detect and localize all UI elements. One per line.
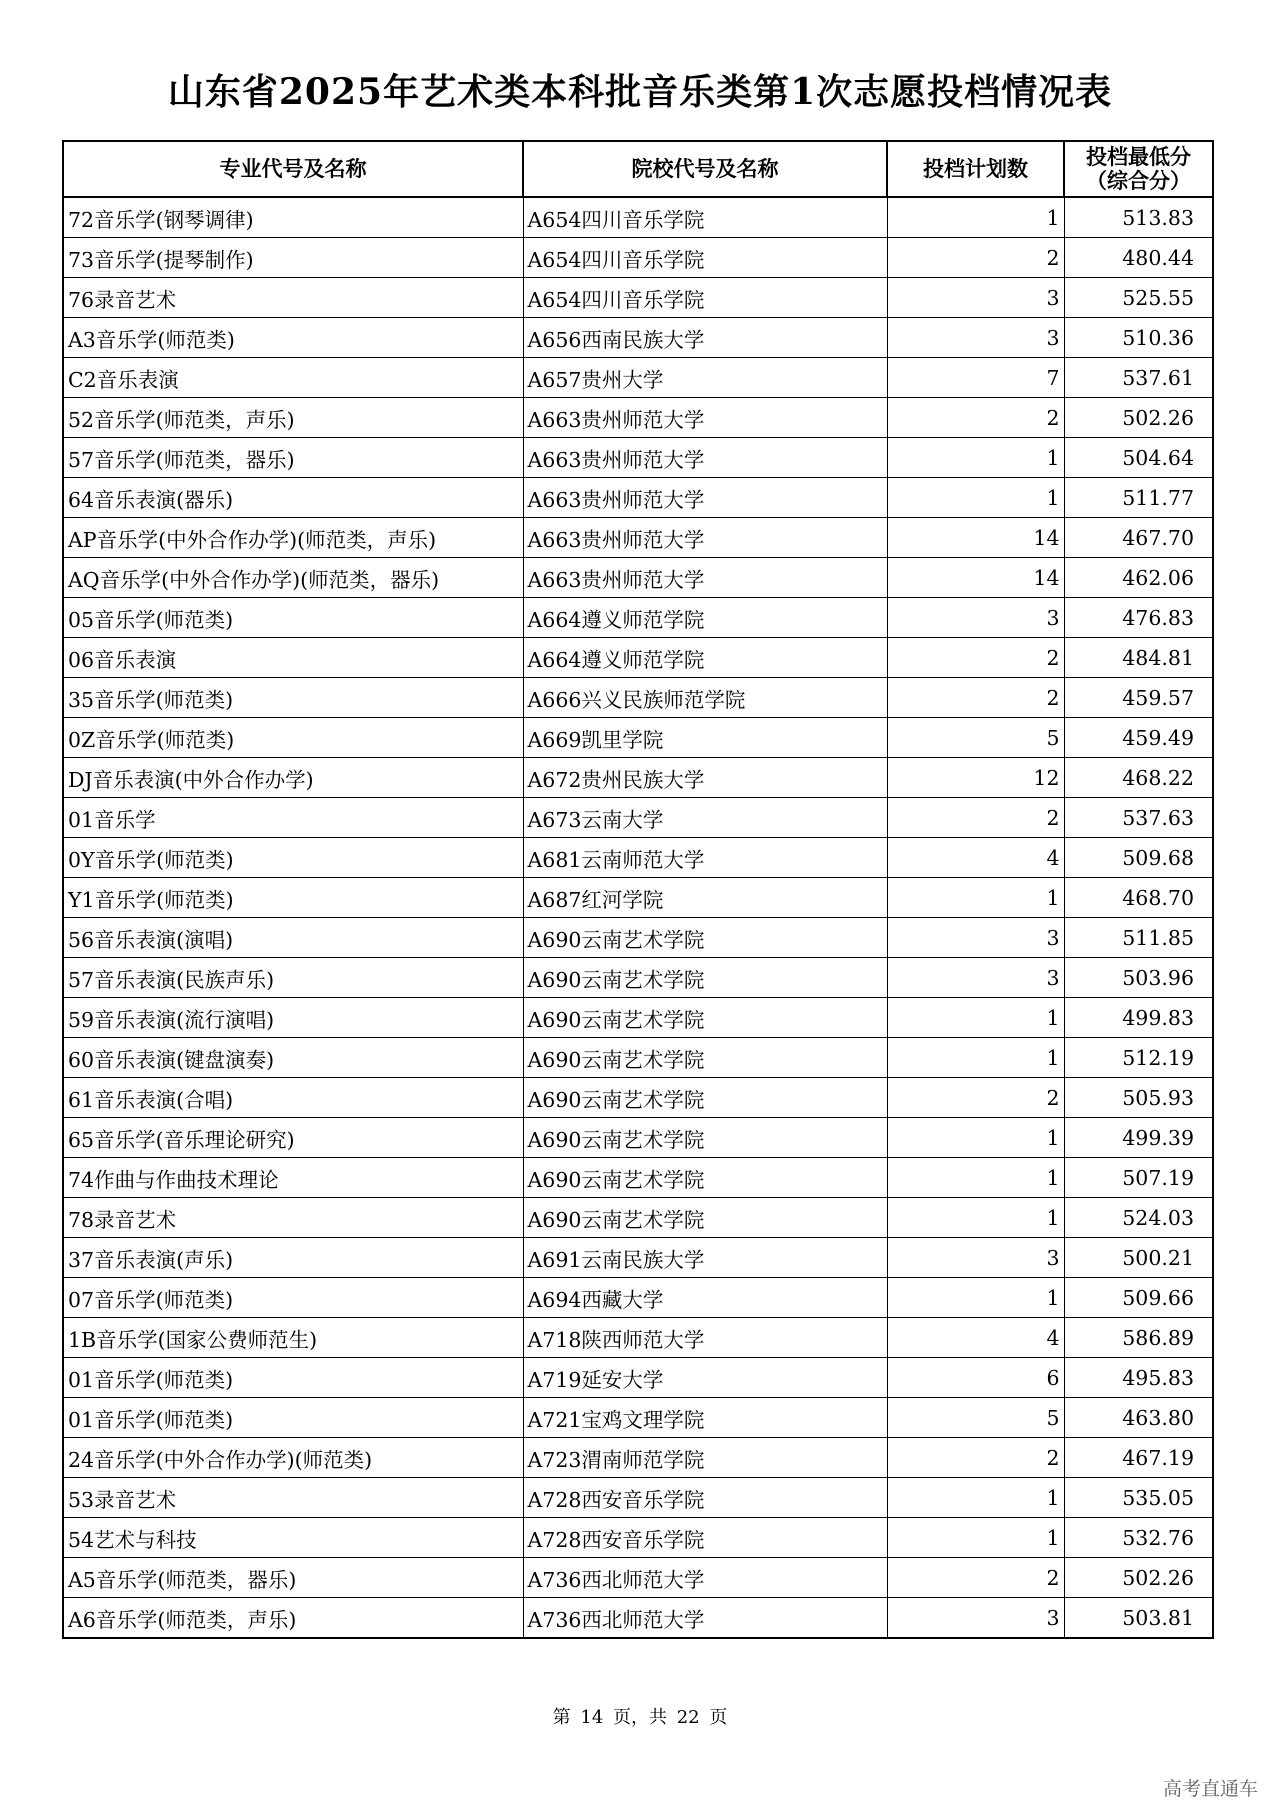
school-cell: A721宝鸡文理学院 (523, 1398, 887, 1438)
score-cell: 537.61 (1064, 358, 1213, 398)
major-cell: 54艺术与科技 (63, 1518, 523, 1558)
school-cell: A690云南艺术学院 (523, 1078, 887, 1118)
table-row (63, 918, 1213, 958)
major-cell: AP音乐学(中外合作办学)(师范类，声乐) (63, 518, 523, 558)
table-row (63, 598, 1213, 638)
plan-cell: 3 (887, 958, 1064, 998)
major-cell: A6音乐学(师范类，声乐) (63, 1598, 523, 1639)
score-cell: 468.22 (1064, 758, 1213, 798)
admission-table (62, 140, 1214, 1639)
table-row (63, 1358, 1213, 1398)
table-row (63, 318, 1213, 358)
table-row (63, 1558, 1213, 1598)
score-cell: 511.85 (1064, 918, 1213, 958)
plan-cell: 7 (887, 358, 1064, 398)
major-cell: 78录音艺术 (63, 1198, 523, 1238)
score-cell: 505.93 (1064, 1078, 1213, 1118)
plan-cell: 1 (887, 1038, 1064, 1078)
table-row (63, 678, 1213, 718)
plan-cell: 2 (887, 798, 1064, 838)
major-cell: 53录音艺术 (63, 1478, 523, 1518)
major-cell: AQ音乐学(中外合作办学)(师范类，器乐) (63, 558, 523, 598)
plan-cell: 6 (887, 1358, 1064, 1398)
plan-cell: 2 (887, 1438, 1064, 1478)
major-cell: 74作曲与作曲技术理论 (63, 1158, 523, 1198)
major-cell: 60音乐表演(键盘演奏) (63, 1038, 523, 1078)
plan-cell: 2 (887, 638, 1064, 678)
school-cell: A663贵州师范大学 (523, 558, 887, 598)
major-cell: A3音乐学(师范类) (63, 318, 523, 358)
plan-cell: 1 (887, 438, 1064, 478)
table-row (63, 1438, 1213, 1478)
table-row (63, 878, 1213, 918)
table-row (63, 758, 1213, 798)
score-cell: 524.03 (1064, 1198, 1213, 1238)
score-cell: 502.26 (1064, 398, 1213, 438)
plan-cell: 12 (887, 758, 1064, 798)
table-row (63, 998, 1213, 1038)
table-row (63, 197, 1213, 238)
major-cell: 52音乐学(师范类，声乐) (63, 398, 523, 438)
school-cell: A672贵州民族大学 (523, 758, 887, 798)
score-cell: 463.80 (1064, 1398, 1213, 1438)
major-cell: 0Z音乐学(师范类) (63, 718, 523, 758)
header-row (63, 141, 1213, 197)
score-cell: 499.39 (1064, 1118, 1213, 1158)
score-cell: 468.70 (1064, 878, 1213, 918)
plan-cell: 3 (887, 1238, 1064, 1278)
score-cell: 509.68 (1064, 838, 1213, 878)
plan-cell: 3 (887, 1598, 1064, 1639)
plan-cell: 3 (887, 598, 1064, 638)
major-cell: 24音乐学(中外合作办学)(师范类) (63, 1438, 523, 1478)
page-number: 第 14 页，共 22 页 (552, 1707, 728, 1728)
school-cell: A723渭南师范学院 (523, 1438, 887, 1478)
score-cell: 499.83 (1064, 998, 1213, 1038)
school-cell: A691云南民族大学 (523, 1238, 887, 1278)
table-header (63, 141, 1213, 197)
school-cell: A663贵州师范大学 (523, 478, 887, 518)
plan-cell: 1 (887, 1118, 1064, 1158)
score-cell: 503.96 (1064, 958, 1213, 998)
score-cell: 504.64 (1064, 438, 1213, 478)
school-cell: A694西藏大学 (523, 1278, 887, 1318)
plan-cell: 1 (887, 1278, 1064, 1318)
school-cell: A664遵义师范学院 (523, 598, 887, 638)
school-cell: A656西南民族大学 (523, 318, 887, 358)
plan-cell: 1 (887, 998, 1064, 1038)
school-cell: A736西北师范大学 (523, 1598, 887, 1639)
score-cell: 512.19 (1064, 1038, 1213, 1078)
plan-cell: 1 (887, 1478, 1064, 1518)
table-row (63, 1038, 1213, 1078)
table-row (63, 438, 1213, 478)
major-cell: DJ音乐表演(中外合作办学) (63, 758, 523, 798)
school-cell: A690云南艺术学院 (523, 918, 887, 958)
major-cell: 37音乐表演(声乐) (63, 1238, 523, 1278)
plan-cell: 5 (887, 718, 1064, 758)
school-cell: A666兴义民族师范学院 (523, 678, 887, 718)
major-cell: 01音乐学(师范类) (63, 1358, 523, 1398)
table-row (63, 1198, 1213, 1238)
school-cell: A663贵州师范大学 (523, 438, 887, 478)
plan-cell: 5 (887, 1398, 1064, 1438)
plan-cell: 3 (887, 278, 1064, 318)
school-cell: A687红河学院 (523, 878, 887, 918)
header-score (1064, 141, 1213, 197)
plan-cell: 2 (887, 1078, 1064, 1118)
header-score-line2: （综合分） (1086, 169, 1191, 193)
score-cell: 495.83 (1064, 1358, 1213, 1398)
major-cell: 73音乐学(提琴制作) (63, 238, 523, 278)
header-major: 专业代号及名称 (63, 141, 523, 197)
school-cell: A690云南艺术学院 (523, 1038, 887, 1078)
table-row (63, 278, 1213, 318)
table-row (63, 638, 1213, 678)
major-cell: 72音乐学(钢琴调律) (63, 197, 523, 238)
score-cell: 459.49 (1064, 718, 1213, 758)
plan-cell: 2 (887, 398, 1064, 438)
table-row (63, 1238, 1213, 1278)
school-cell: A681云南师范大学 (523, 838, 887, 878)
table-row (63, 1518, 1213, 1558)
major-cell: 01音乐学 (63, 798, 523, 838)
school-cell: A690云南艺术学院 (523, 1118, 887, 1158)
score-cell: 459.57 (1064, 678, 1213, 718)
school-cell: A673云南大学 (523, 798, 887, 838)
major-cell: 57音乐学(师范类，器乐) (63, 438, 523, 478)
plan-cell: 1 (887, 1158, 1064, 1198)
table-row (63, 1398, 1213, 1438)
score-cell: 480.44 (1064, 238, 1213, 278)
major-cell: 61音乐表演(合唱) (63, 1078, 523, 1118)
school-cell: A736西北师范大学 (523, 1558, 887, 1598)
plan-cell: 1 (887, 478, 1064, 518)
plan-cell: 14 (887, 558, 1064, 598)
plan-cell: 1 (887, 1198, 1064, 1238)
school-cell: A718陕西师范大学 (523, 1318, 887, 1358)
header-score-line1: 投档最低分 (1086, 145, 1191, 169)
school-cell: A690云南艺术学院 (523, 958, 887, 998)
school-cell: A669凯里学院 (523, 718, 887, 758)
score-cell: 525.55 (1064, 278, 1213, 318)
school-cell: A664遵义师范学院 (523, 638, 887, 678)
table-row (63, 958, 1213, 998)
school-cell: A654四川音乐学院 (523, 278, 887, 318)
table-row (63, 358, 1213, 398)
major-cell: 56音乐表演(演唱) (63, 918, 523, 958)
score-cell: 467.70 (1064, 518, 1213, 558)
plan-cell: 14 (887, 518, 1064, 558)
school-cell: A663贵州师范大学 (523, 518, 887, 558)
table-row (63, 1158, 1213, 1198)
major-cell: 1B音乐学(国家公费师范生) (63, 1318, 523, 1358)
page-title: 山东省2025年艺术类本科批音乐类第1次志愿投档情况表 (167, 71, 1113, 113)
table-row (63, 478, 1213, 518)
major-cell: 01音乐学(师范类) (63, 1398, 523, 1438)
school-cell: A654四川音乐学院 (523, 197, 887, 238)
score-cell: 502.26 (1064, 1558, 1213, 1598)
score-cell: 509.66 (1064, 1278, 1213, 1318)
major-cell: 57音乐表演(民族声乐) (63, 958, 523, 998)
school-cell: A728西安音乐学院 (523, 1478, 887, 1518)
major-cell: C2音乐表演 (63, 358, 523, 398)
score-cell: 510.36 (1064, 318, 1213, 358)
school-cell: A690云南艺术学院 (523, 1158, 887, 1198)
major-cell: A5音乐学(师范类，器乐) (63, 1558, 523, 1598)
table-row (63, 558, 1213, 598)
header-school: 院校代号及名称 (523, 141, 887, 197)
score-cell: 586.89 (1064, 1318, 1213, 1358)
table-row (63, 1598, 1213, 1639)
plan-cell: 3 (887, 918, 1064, 958)
plan-cell: 2 (887, 1558, 1064, 1598)
score-cell: 511.77 (1064, 478, 1213, 518)
score-cell: 507.19 (1064, 1158, 1213, 1198)
major-cell: 05音乐学(师范类) (63, 598, 523, 638)
school-cell: A690云南艺术学院 (523, 1198, 887, 1238)
major-cell: 35音乐学(师范类) (63, 678, 523, 718)
table-body (63, 197, 1213, 1638)
table-row (63, 838, 1213, 878)
plan-cell: 1 (887, 878, 1064, 918)
score-cell: 513.83 (1064, 197, 1213, 238)
major-cell: 59音乐表演(流行演唱) (63, 998, 523, 1038)
school-cell: A728西安音乐学院 (523, 1518, 887, 1558)
table-row (63, 718, 1213, 758)
plan-cell: 3 (887, 318, 1064, 358)
plan-cell: 1 (887, 1518, 1064, 1558)
score-cell: 462.06 (1064, 558, 1213, 598)
table-row (63, 1078, 1213, 1118)
major-cell: 76录音艺术 (63, 278, 523, 318)
score-cell: 532.76 (1064, 1518, 1213, 1558)
score-cell: 484.81 (1064, 638, 1213, 678)
plan-cell: 4 (887, 1318, 1064, 1358)
table-row (63, 798, 1213, 838)
score-cell: 467.19 (1064, 1438, 1213, 1478)
major-cell: 64音乐表演(器乐) (63, 478, 523, 518)
score-cell: 535.05 (1064, 1478, 1213, 1518)
score-cell: 500.21 (1064, 1238, 1213, 1278)
major-cell: 07音乐学(师范类) (63, 1278, 523, 1318)
plan-cell: 1 (887, 197, 1064, 238)
table-row (63, 1118, 1213, 1158)
plan-cell: 4 (887, 838, 1064, 878)
table-row (63, 1478, 1213, 1518)
score-cell: 476.83 (1064, 598, 1213, 638)
school-cell: A690云南艺术学院 (523, 998, 887, 1038)
school-cell: A663贵州师范大学 (523, 398, 887, 438)
school-cell: A657贵州大学 (523, 358, 887, 398)
plan-cell: 2 (887, 678, 1064, 718)
school-cell: A654四川音乐学院 (523, 238, 887, 278)
major-cell: 06音乐表演 (63, 638, 523, 678)
plan-cell: 2 (887, 238, 1064, 278)
table-row (63, 238, 1213, 278)
major-cell: 0Y音乐学(师范类) (63, 838, 523, 878)
header-plan: 投档计划数 (887, 141, 1064, 197)
table-row (63, 518, 1213, 558)
watermark: 高考直通车 (1162, 1778, 1258, 1800)
major-cell: Y1音乐学(师范类) (63, 878, 523, 918)
score-cell: 537.63 (1064, 798, 1213, 838)
score-cell: 503.81 (1064, 1598, 1213, 1639)
table-row (63, 1318, 1213, 1358)
table-row (63, 398, 1213, 438)
school-cell: A719延安大学 (523, 1358, 887, 1398)
table-row (63, 1278, 1213, 1318)
major-cell: 65音乐学(音乐理论研究) (63, 1118, 523, 1158)
